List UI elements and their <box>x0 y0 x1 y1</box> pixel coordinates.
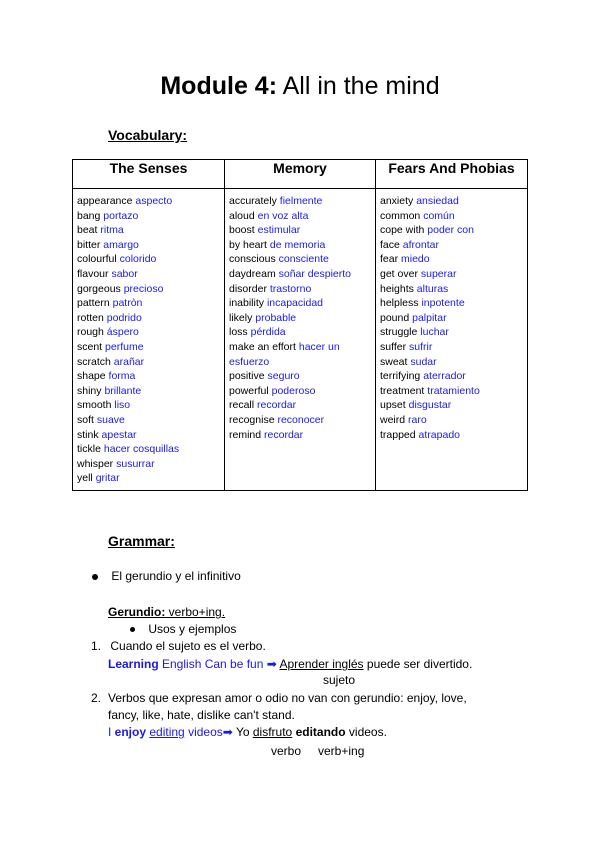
vocab-english: heights <box>380 282 414 295</box>
vocab-entry <box>77 311 221 326</box>
vocab-spanish: disgustar <box>408 399 452 412</box>
vocab-entry <box>229 369 372 384</box>
item-1 <box>91 639 266 653</box>
vocab-spanish: podrido <box>106 311 142 324</box>
vocab-spanish: recordar <box>257 399 297 412</box>
vocab-english: boost <box>229 224 255 237</box>
vocab-spanish: sabor <box>111 267 138 280</box>
item-2-ex-videos: videos <box>184 725 223 739</box>
vocab-english: gorgeous <box>77 282 121 295</box>
vocab-spanish: soñar despierto <box>278 267 352 280</box>
item-1-example-rest: English Can be fun <box>158 657 264 671</box>
vocab-entry <box>380 311 524 326</box>
vocab-entry <box>77 296 221 311</box>
vocab-entry <box>229 223 372 238</box>
vocab-english: daydream <box>229 267 276 280</box>
vocab-entry <box>229 296 372 311</box>
vocab-spanish: ritma <box>100 224 124 237</box>
vocab-english: accurately <box>229 195 277 207</box>
item-2-number: 2. <box>91 691 102 705</box>
item-2-tr-yo: Yo <box>232 725 253 739</box>
vocab-english: bitter <box>77 238 101 251</box>
vocab-entry <box>229 311 372 326</box>
vocab-spanish: sufrir <box>409 340 433 353</box>
vocab-entry <box>380 398 524 413</box>
vocab-spanish: atrapado <box>418 428 460 441</box>
column-header-fears: Fears And Phobias <box>376 160 528 189</box>
title-rest: All in the mind <box>277 72 440 100</box>
vocab-english: soft <box>77 413 94 426</box>
vocab-spanish: en voz alta <box>257 209 309 222</box>
vocab-entry <box>77 209 221 224</box>
vocab-entry <box>77 442 221 457</box>
vocab-english: by heart <box>229 238 267 251</box>
vocab-entry <box>229 413 372 428</box>
vocab-spanish: poderoso <box>271 384 316 397</box>
vocab-spanish: trastorno <box>269 282 312 295</box>
vocab-spanish: afrontar <box>402 238 439 251</box>
vocab-english: smooth <box>77 399 112 412</box>
vocab-entry <box>380 282 524 297</box>
vocab-spanish: aspecto <box>135 195 173 207</box>
vocab-spanish: pérdida <box>250 326 286 339</box>
item-2-text-line1-content: Verbos que expresan amor o odio no van con gerundio: enjoy, love, <box>108 691 467 705</box>
vocab-entry <box>380 194 524 209</box>
vocab-english: recall <box>229 399 255 412</box>
column-header-senses: The Senses <box>73 160 225 189</box>
vocab-spanish: suave <box>96 413 125 426</box>
vocab-english: trapped <box>380 428 416 441</box>
vocab-english: cope with <box>380 224 425 237</box>
vocab-english: likely <box>229 311 253 324</box>
title-bold: Module 4: <box>160 72 278 100</box>
item-2-note-verbo: verbo <box>271 744 302 758</box>
item-1-translation-rest: puede ser divertido. <box>363 657 473 671</box>
vocab-entry <box>380 296 524 311</box>
vocab-spanish: estimular <box>257 224 301 237</box>
vocab-english: common <box>380 209 421 222</box>
vocab-entry <box>380 355 524 370</box>
vocab-english: rough <box>77 326 104 339</box>
vocab-entry <box>380 267 524 282</box>
vocab-english: powerful <box>229 384 269 397</box>
bullet-text: El gerundio y el infinitivo <box>111 569 241 583</box>
vocab-english: terrifying <box>380 370 421 383</box>
sub-bullet-dot-icon <box>130 627 135 632</box>
vocab-english: recognise <box>229 413 275 426</box>
gerundio-label: Gerundio: <box>108 605 166 619</box>
vocab-spanish: perfume <box>105 340 144 353</box>
vocab-english: upset <box>380 399 406 412</box>
vocab-spanish: palpitar <box>412 311 447 324</box>
vocab-entry <box>77 238 221 253</box>
vocab-entry <box>380 384 524 399</box>
vocab-entry <box>380 252 524 267</box>
vocab-spanish: luchar <box>420 326 449 339</box>
vocab-spanish: raro <box>408 413 427 426</box>
vocab-english: shiny <box>77 384 102 397</box>
item-2-tr-videos: videos. <box>345 725 387 739</box>
vocab-spanish: miedo <box>401 253 430 266</box>
item-2-text-line1 <box>108 691 528 705</box>
vocab-entry <box>229 209 372 224</box>
vocab-english: pattern <box>77 297 110 310</box>
arrow-right-icon: ➡ <box>266 657 277 671</box>
vocab-entry <box>380 428 524 443</box>
vocab-english: aloud <box>229 209 255 222</box>
vocab-spanish: gritar <box>95 472 120 485</box>
gerundio-formula: verbo+ing. <box>165 605 226 619</box>
vocab-entry <box>229 384 372 399</box>
vocab-spanish: reconocer <box>277 413 325 426</box>
vocab-entry <box>77 413 221 428</box>
vocab-spanish: alturas <box>416 282 449 295</box>
vocab-spanish: arañar <box>113 355 145 368</box>
vocab-english: disorder <box>229 282 267 295</box>
vocab-entry <box>380 369 524 384</box>
vocab-english: yell <box>77 472 93 485</box>
vocab-english: inability <box>229 297 265 310</box>
vocab-entry <box>77 457 221 472</box>
column-memory <box>225 189 376 491</box>
vocab-english: stink <box>77 428 99 441</box>
vocab-entry <box>77 340 221 355</box>
vocab-english: anxiety <box>380 195 414 207</box>
vocab-spanish: tratamiento <box>427 384 480 397</box>
bullet-dot-icon <box>92 574 98 580</box>
vocab-english: weird <box>380 413 406 426</box>
vocab-english: rotten <box>77 311 104 324</box>
vocab-english: positive <box>229 370 265 383</box>
vocab-spanish: poder con <box>427 224 474 237</box>
column-header-memory: Memory <box>225 160 376 189</box>
item-1-example-bold: Learning <box>108 657 159 671</box>
vocab-entry <box>229 282 372 297</box>
vocab-entry <box>380 209 524 224</box>
vocab-english: pound <box>380 311 410 324</box>
item-2-tr-disfruto: disfruto <box>252 725 293 739</box>
vocab-entry <box>229 340 372 369</box>
vocab-english: treatment <box>380 384 425 397</box>
item-2-tr-editando: editando <box>295 725 346 739</box>
vocab-english: loss <box>229 326 248 339</box>
vocabulary-heading: Vocabulary: <box>108 127 188 143</box>
vocab-spanish: consciente <box>278 253 329 266</box>
vocab-entry <box>77 223 221 238</box>
vocab-entry <box>77 428 221 443</box>
vocabulary-table <box>72 159 528 491</box>
item-2-example <box>108 725 387 739</box>
vocab-spanish: probable <box>255 311 297 324</box>
vocab-spanish: seguro <box>267 370 300 383</box>
item-1-text: Cuando el sujeto es el verbo. <box>110 639 266 653</box>
item-2-ex-i: I <box>108 725 115 739</box>
vocab-spanish: incapacidad <box>266 297 323 310</box>
vocab-spanish: superar <box>420 267 457 280</box>
vocab-english: flavour <box>77 267 109 280</box>
vocab-english: shape <box>77 370 106 383</box>
vocab-entry <box>77 325 221 340</box>
vocab-entry <box>77 369 221 384</box>
vocab-spanish: apestar <box>101 428 137 441</box>
vocab-spanish: hacer un esfuerzo <box>229 340 340 368</box>
page-title <box>0 72 600 101</box>
vocab-entry <box>77 282 221 297</box>
vocab-entry <box>380 223 524 238</box>
vocab-entry <box>229 267 372 282</box>
vocab-english: face <box>380 238 400 251</box>
vocab-spanish: precioso <box>123 282 164 295</box>
vocab-entry <box>229 252 372 267</box>
vocab-entry <box>380 340 524 355</box>
vocab-english: beat <box>77 224 98 237</box>
vocab-spanish: ansiedad <box>416 195 459 207</box>
vocab-english: appearance <box>77 195 133 207</box>
grammar-heading: Grammar: <box>108 533 175 549</box>
vocab-spanish: colorido <box>119 253 157 266</box>
vocab-spanish: áspero <box>106 326 139 339</box>
vocab-english: get over <box>380 267 418 280</box>
vocab-entry <box>229 238 372 253</box>
item-1-note: sujeto <box>323 673 356 687</box>
vocab-english: suffer <box>380 340 407 353</box>
vocab-entry <box>229 398 372 413</box>
vocab-spanish: inpotente <box>421 297 465 310</box>
vocab-english: helpless <box>380 297 419 310</box>
vocab-english: colourful <box>77 253 117 266</box>
sub-bullet <box>130 622 236 636</box>
vocab-english: bang <box>77 209 101 222</box>
item-1-example <box>108 657 472 671</box>
vocab-english: tickle <box>77 443 101 456</box>
vocab-entry <box>229 428 372 443</box>
vocab-spanish: liso <box>114 399 131 412</box>
vocab-entry <box>77 355 221 370</box>
vocab-entry <box>77 267 221 282</box>
vocab-entry <box>77 471 221 486</box>
vocab-spanish: brillante <box>104 384 142 397</box>
vocab-english: conscious <box>229 253 276 266</box>
vocab-spanish: portazo <box>103 209 139 222</box>
vocab-entry <box>380 238 524 253</box>
bullet-gerund-infinitive <box>92 569 241 583</box>
item-2-ex-enjoy: enjoy <box>114 725 147 739</box>
vocab-english: fear <box>380 253 399 266</box>
item-2-note-verb-ing: verb+ing <box>318 744 365 758</box>
vocab-spanish: hacer cosquillas <box>103 443 180 456</box>
item-2-text-line2: fancy, like, hate, dislike can't stand. <box>108 708 295 722</box>
vocab-spanish: de memoria <box>269 238 326 251</box>
vocab-english: scratch <box>77 355 111 368</box>
vocab-english: scent <box>77 340 103 353</box>
vocab-spanish: susurrar <box>116 457 155 470</box>
vocab-spanish: patròn <box>112 297 143 310</box>
vocab-entry <box>380 413 524 428</box>
vocab-entry <box>77 194 221 209</box>
gerundio-definition <box>108 605 225 619</box>
vocab-entry <box>229 325 372 340</box>
column-senses <box>73 189 225 491</box>
vocab-english: whisper <box>77 457 114 470</box>
item-1-translation-underlined: Aprender inglés <box>279 657 364 671</box>
vocab-entry <box>380 325 524 340</box>
vocab-english: struggle <box>380 326 418 339</box>
vocab-english: remind <box>229 428 262 441</box>
item-1-number: 1. <box>91 639 102 653</box>
vocab-spanish: recordar <box>264 428 304 441</box>
column-fears <box>376 189 528 491</box>
sub-bullet-text: Usos y ejemplos <box>148 622 237 636</box>
vocab-spanish: forma <box>108 370 136 383</box>
vocab-entry <box>77 398 221 413</box>
vocab-spanish: fielmente <box>279 195 323 207</box>
vocab-spanish: amargo <box>103 238 139 251</box>
vocab-entry <box>77 252 221 267</box>
arrow-right-icon: ➡ <box>222 725 233 739</box>
vocab-spanish: común <box>423 209 455 222</box>
vocab-entry <box>77 384 221 399</box>
vocab-spanish: sudar <box>410 355 437 368</box>
vocab-english: sweat <box>380 355 408 368</box>
vocab-english: make an effort <box>229 340 296 353</box>
vocab-entry <box>229 194 372 209</box>
item-2-ex-editing: editing <box>149 725 185 739</box>
vocab-spanish: aterrador <box>423 370 466 383</box>
